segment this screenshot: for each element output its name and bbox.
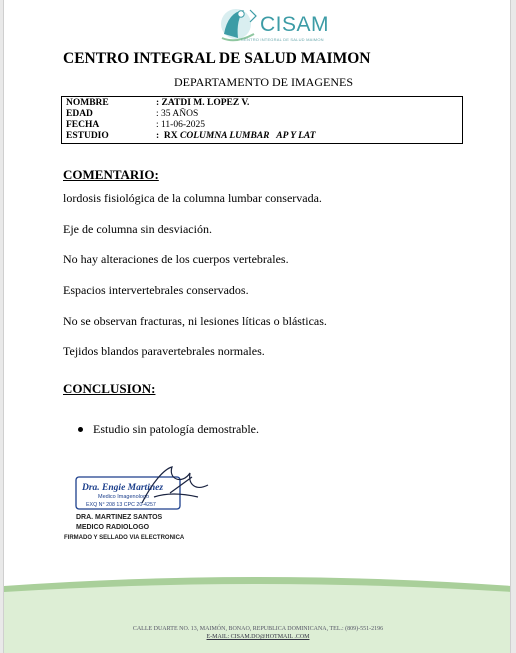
bullet-icon xyxy=(78,427,83,432)
department-name: DEPARTAMENTO DE IMAGENES xyxy=(174,75,353,89)
date-label: FECHA xyxy=(66,120,100,130)
comentario-line: No se observan fracturas, ni lesiones líticas o blásticas. xyxy=(63,314,327,328)
patient-info-box xyxy=(61,96,463,144)
footer-email-link[interactable]: E-MAIL: CISAM.DO@HOTMAIL .COM xyxy=(206,634,310,640)
comentario-line: No hay alteraciones de los cuerpos vertebrales. xyxy=(63,252,289,266)
comentario-line: Tejidos blandos paravertebrales normales. xyxy=(63,344,265,358)
comentario-line: Eje de columna sin desviación. xyxy=(63,222,212,236)
logo-wordmark: CISAM xyxy=(260,13,330,36)
name-label: NOMBRE xyxy=(66,98,109,108)
signer-title-line: MEDICO RADIOLOGO xyxy=(76,524,150,531)
age-value: : 35 AÑOS xyxy=(156,109,199,119)
signature-stamp xyxy=(72,463,222,515)
date-value: : 11-06-2025 xyxy=(156,120,205,130)
comentario-heading: COMENTARIO: xyxy=(63,167,159,182)
comentario-line: Espacios intervertebrales conservados. xyxy=(63,283,249,297)
study-prefix: : RX xyxy=(156,131,181,141)
footer-address: CALLE DUARTE NO. 13, MAIMÓN, BONAO, REPUBLICA DOMINICANA, TEL.: (809)-551-2196 xyxy=(132,626,384,632)
signer-name xyxy=(76,513,162,533)
name-value: : ZATDI M. LOPEZ V. xyxy=(156,98,250,108)
svg-text:EXQ N° 208 13 CPC 20-4257: EXQ N° 208 13 CPC 20-4257 xyxy=(86,502,156,508)
study-name: COLUMNA LUMBAR AP Y LAT xyxy=(180,131,316,141)
svg-text:Medico Imagenologo: Medico Imagenologo xyxy=(98,494,150,500)
cisam-logo xyxy=(214,4,334,46)
conclusion-item: Estudio sin patología demostrable. xyxy=(93,422,259,436)
organization-title: CENTRO INTEGRAL DE SALUD MAIMON xyxy=(63,50,371,67)
study-label: ESTUDIO xyxy=(66,131,109,141)
conclusion-heading: CONCLUSION: xyxy=(63,381,156,396)
report-page xyxy=(3,0,511,653)
footer-wave xyxy=(4,572,511,653)
study-value xyxy=(156,131,316,142)
comentario-line: lordosis fisiológica de la columna lumbar conservada. xyxy=(63,191,322,205)
signer-name-line: DRA. MARTINEZ SANTOS xyxy=(76,514,163,521)
age-label: EDAD xyxy=(66,109,93,119)
svg-text:Dra. Engie Martinez: Dra. Engie Martinez xyxy=(82,483,164,493)
electronic-signature-note: FIRMADO Y SELLADO VIA ELECTRONICA xyxy=(64,535,185,541)
logo-tagline: CENTRO INTEGRAL DE SALUD MAIMON xyxy=(241,37,324,42)
